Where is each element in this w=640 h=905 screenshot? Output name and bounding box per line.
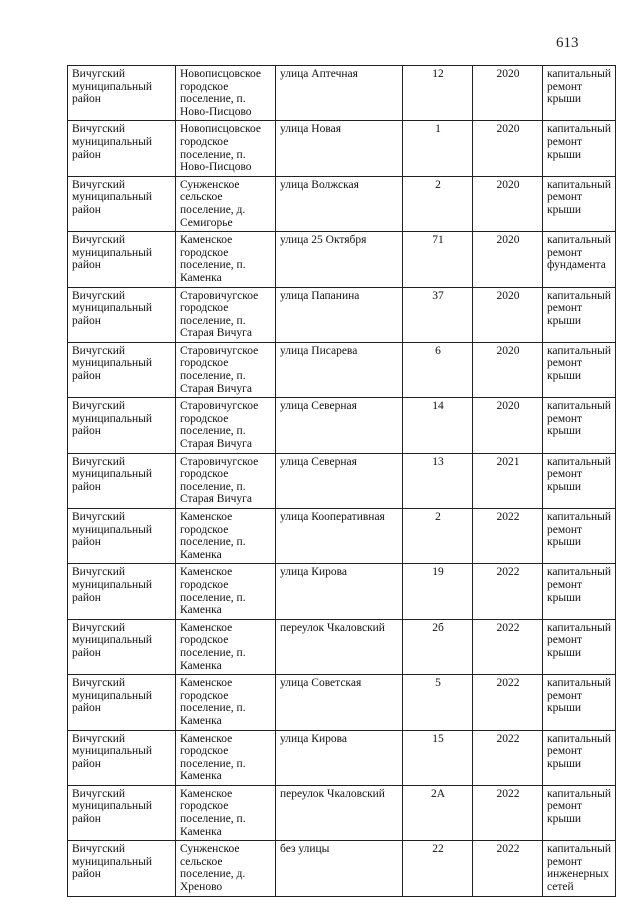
table-row — [68, 730, 616, 785]
house-number-cell: 71 — [403, 232, 473, 287]
year-cell: 2020 — [473, 176, 543, 231]
work-type-cell: капитальный ремонт крыши — [543, 66, 616, 121]
table-row — [68, 66, 616, 121]
house-number-cell: 2А — [403, 785, 473, 840]
street-cell: переулок Чкаловский — [276, 619, 403, 674]
table-row — [68, 453, 616, 508]
district-cell: Вичугский муниципальный район — [68, 453, 176, 508]
table-row — [68, 287, 616, 342]
year-cell: 2022 — [473, 564, 543, 619]
street-cell: улица Кооперативная — [276, 509, 403, 564]
street-cell: улица Северная — [276, 453, 403, 508]
year-cell: 2020 — [473, 342, 543, 397]
settlement-cell: Старовичугское городское поселение, п. Старая Вичуга — [176, 453, 276, 508]
district-cell: Вичугский муниципальный район — [68, 66, 176, 121]
district-cell: Вичугский муниципальный район — [68, 287, 176, 342]
district-cell: Вичугский муниципальный район — [68, 730, 176, 785]
year-cell: 2020 — [473, 121, 543, 176]
work-type-cell: капитальный ремонт крыши — [543, 121, 616, 176]
house-number-cell: 22 — [403, 841, 473, 896]
street-cell: улица Новая — [276, 121, 403, 176]
year-cell: 2022 — [473, 841, 543, 896]
settlement-cell: Новописцовское городское поселение, п. Ново-Писцово — [176, 66, 276, 121]
table-row — [68, 342, 616, 397]
work-type-cell: капитальный ремонт крыши — [543, 176, 616, 231]
settlement-cell: Каменское городское поселение, п. Каменка — [176, 785, 276, 840]
work-type-cell: капитальный ремонт крыши — [543, 453, 616, 508]
page-number: 613 — [556, 35, 579, 51]
district-cell: Вичугский муниципальный район — [68, 342, 176, 397]
street-cell: улица Аптечная — [276, 66, 403, 121]
year-cell: 2020 — [473, 232, 543, 287]
settlement-cell: Каменское городское поселение, п. Каменка — [176, 675, 276, 730]
work-type-cell: капитальный ремонт крыши — [543, 785, 616, 840]
year-cell: 2020 — [473, 66, 543, 121]
work-type-cell: капитальный ремонт крыши — [543, 619, 616, 674]
year-cell: 2022 — [473, 509, 543, 564]
street-cell: улица Папанина — [276, 287, 403, 342]
street-cell: улица Волжская — [276, 176, 403, 231]
house-number-cell: 14 — [403, 398, 473, 453]
district-cell: Вичугский муниципальный район — [68, 619, 176, 674]
table-row — [68, 232, 616, 287]
table-row — [68, 176, 616, 231]
house-number-cell: 2б — [403, 619, 473, 674]
settlement-cell: Каменское городское поселение, п. Каменка — [176, 232, 276, 287]
district-cell: Вичугский муниципальный район — [68, 841, 176, 896]
district-cell: Вичугский муниципальный район — [68, 232, 176, 287]
street-cell: улица Советская — [276, 675, 403, 730]
year-cell: 2020 — [473, 398, 543, 453]
settlement-cell: Старовичугское городское поселение, п. Старая Вичуга — [176, 342, 276, 397]
street-cell: улица Кирова — [276, 564, 403, 619]
settlement-cell: Каменское городское поселение, п. Каменка — [176, 564, 276, 619]
district-cell: Вичугский муниципальный район — [68, 176, 176, 231]
repair-schedule-table — [67, 65, 616, 897]
settlement-cell: Каменское городское поселение, п. Каменка — [176, 509, 276, 564]
work-type-cell: капитальный ремонт инженерных сетей — [543, 841, 616, 896]
year-cell: 2020 — [473, 287, 543, 342]
district-cell: Вичугский муниципальный район — [68, 785, 176, 840]
table-row — [68, 564, 616, 619]
district-cell: Вичугский муниципальный район — [68, 564, 176, 619]
table-row — [68, 785, 616, 840]
work-type-cell: капитальный ремонт крыши — [543, 342, 616, 397]
house-number-cell: 1 — [403, 121, 473, 176]
street-cell: улица Писарева — [276, 342, 403, 397]
work-type-cell: капитальный ремонт фундамента — [543, 232, 616, 287]
year-cell: 2022 — [473, 785, 543, 840]
house-number-cell: 5 — [403, 675, 473, 730]
district-cell: Вичугский муниципальный район — [68, 675, 176, 730]
table-row — [68, 509, 616, 564]
work-type-cell: капитальный ремонт крыши — [543, 730, 616, 785]
table-row — [68, 398, 616, 453]
district-cell: Вичугский муниципальный район — [68, 509, 176, 564]
table-row — [68, 619, 616, 674]
settlement-cell: Старовичугское городское поселение, п. Старая Вичуга — [176, 398, 276, 453]
house-number-cell: 6 — [403, 342, 473, 397]
settlement-cell: Старовичугское городское поселение, п. Старая Вичуга — [176, 287, 276, 342]
table-row — [68, 675, 616, 730]
work-type-cell: капитальный ремонт крыши — [543, 287, 616, 342]
year-cell: 2022 — [473, 675, 543, 730]
house-number-cell: 19 — [403, 564, 473, 619]
year-cell: 2022 — [473, 730, 543, 785]
work-type-cell: капитальный ремонт крыши — [543, 509, 616, 564]
house-number-cell: 2 — [403, 176, 473, 231]
work-type-cell: капитальный ремонт крыши — [543, 675, 616, 730]
street-cell: переулок Чкаловский — [276, 785, 403, 840]
year-cell: 2021 — [473, 453, 543, 508]
settlement-cell: Сунженское сельское поселение, д. Хреново — [176, 841, 276, 896]
table-body — [68, 66, 616, 897]
street-cell: улица Северная — [276, 398, 403, 453]
table-row — [68, 121, 616, 176]
district-cell: Вичугский муниципальный район — [68, 121, 176, 176]
settlement-cell: Сунженское сельское поселение, д. Семигорье — [176, 176, 276, 231]
table-row — [68, 841, 616, 896]
work-type-cell: капитальный ремонт крыши — [543, 398, 616, 453]
house-number-cell: 37 — [403, 287, 473, 342]
street-cell: улица 25 Октября — [276, 232, 403, 287]
house-number-cell: 13 — [403, 453, 473, 508]
settlement-cell: Каменское городское поселение, п. Каменка — [176, 730, 276, 785]
house-number-cell: 2 — [403, 509, 473, 564]
settlement-cell: Каменское городское поселение, п. Каменка — [176, 619, 276, 674]
year-cell: 2022 — [473, 619, 543, 674]
street-cell: улица Кирова — [276, 730, 403, 785]
house-number-cell: 15 — [403, 730, 473, 785]
house-number-cell: 12 — [403, 66, 473, 121]
settlement-cell: Новописцовское городское поселение, п. Ново-Писцово — [176, 121, 276, 176]
district-cell: Вичугский муниципальный район — [68, 398, 176, 453]
street-cell: без улицы — [276, 841, 403, 896]
work-type-cell: капитальный ремонт крыши — [543, 564, 616, 619]
